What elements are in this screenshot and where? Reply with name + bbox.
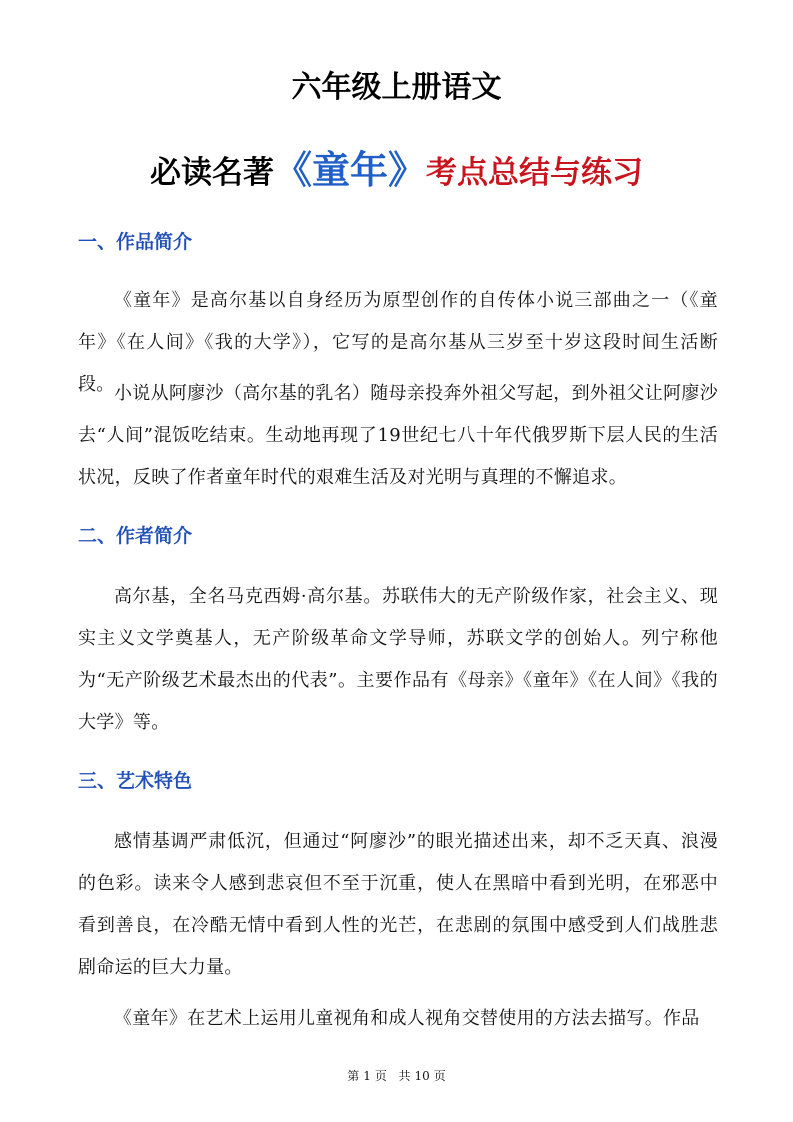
paragraph-author: 高尔基，全名马克西姆·高尔基。苏联伟大的无产阶级作家，社会主义、现实主义文学奠基人，无产阶级革命文学导师，苏联文学的创始人。列宁称他为“无产阶级艺术最杰出的代表”。主要作品有《母亲》《童年》《在人间》《我的大学》等。 xyxy=(78,586,718,733)
subtitle-suffix: 考点总结与练习 xyxy=(426,155,643,191)
paragraph-style-1: 感情基调严肃低沉，但通过“阿廖沙”的眼光描述出来，却不乏天真、浪漫的色彩。读来令人感到悲哀但不至于沉重，使人在黑暗中看到光明，在邪恶中看到善良，在冷酷无情中看到人性的光芒，在悲剧的氛围中感受到人们战胜悲剧命运的巨大力量。 xyxy=(78,831,718,978)
footer-total-pages: 10 xyxy=(414,1069,430,1083)
paragraph-style-2: 《童年》在艺术上运用儿童视角和成人视角交替使用的方法去描写。作品 xyxy=(114,1008,700,1029)
document-title: 六年级上册语文 xyxy=(291,70,502,105)
book-title-text: 《童年》 xyxy=(273,148,426,192)
footer-page-suffix: 页 xyxy=(374,1069,387,1083)
paragraph-intro-1: 《童年》是高尔基以自身经历为原型创作的自传体小说三部曲之一（《童年》《在人间》《我的大学》），它写的是高尔基从三岁至十岁这段时间生活断段。 xyxy=(78,290,718,395)
page-footer xyxy=(0,1066,793,1086)
footer-page-number: 1 xyxy=(363,1069,371,1083)
section-heading-author: 二、作者简介 xyxy=(78,525,193,547)
document-subtitle xyxy=(0,142,793,201)
footer-total-prefix: 共 xyxy=(398,1069,411,1083)
footer-page-prefix: 第 xyxy=(347,1069,360,1083)
section-heading-intro: 一、作品简介 xyxy=(78,231,193,253)
paragraph-intro-2: 小说从阿廖沙（高尔基的乳名）随母亲投奔外祖父写起，到外祖父让阿廖沙去“人间”混饭吃结束。生动地再现了19世纪七八十年代俄罗斯下层人民的生活状况，反映了作者童年时代的艰难生活及对光明与真理的不懈追求。 xyxy=(78,383,718,488)
section-heading-style: 三、艺术特色 xyxy=(78,770,193,792)
subtitle-prefix: 必读名著 xyxy=(149,155,274,191)
footer-total-suffix: 页 xyxy=(433,1069,446,1083)
subtitle-book-title xyxy=(274,148,426,192)
